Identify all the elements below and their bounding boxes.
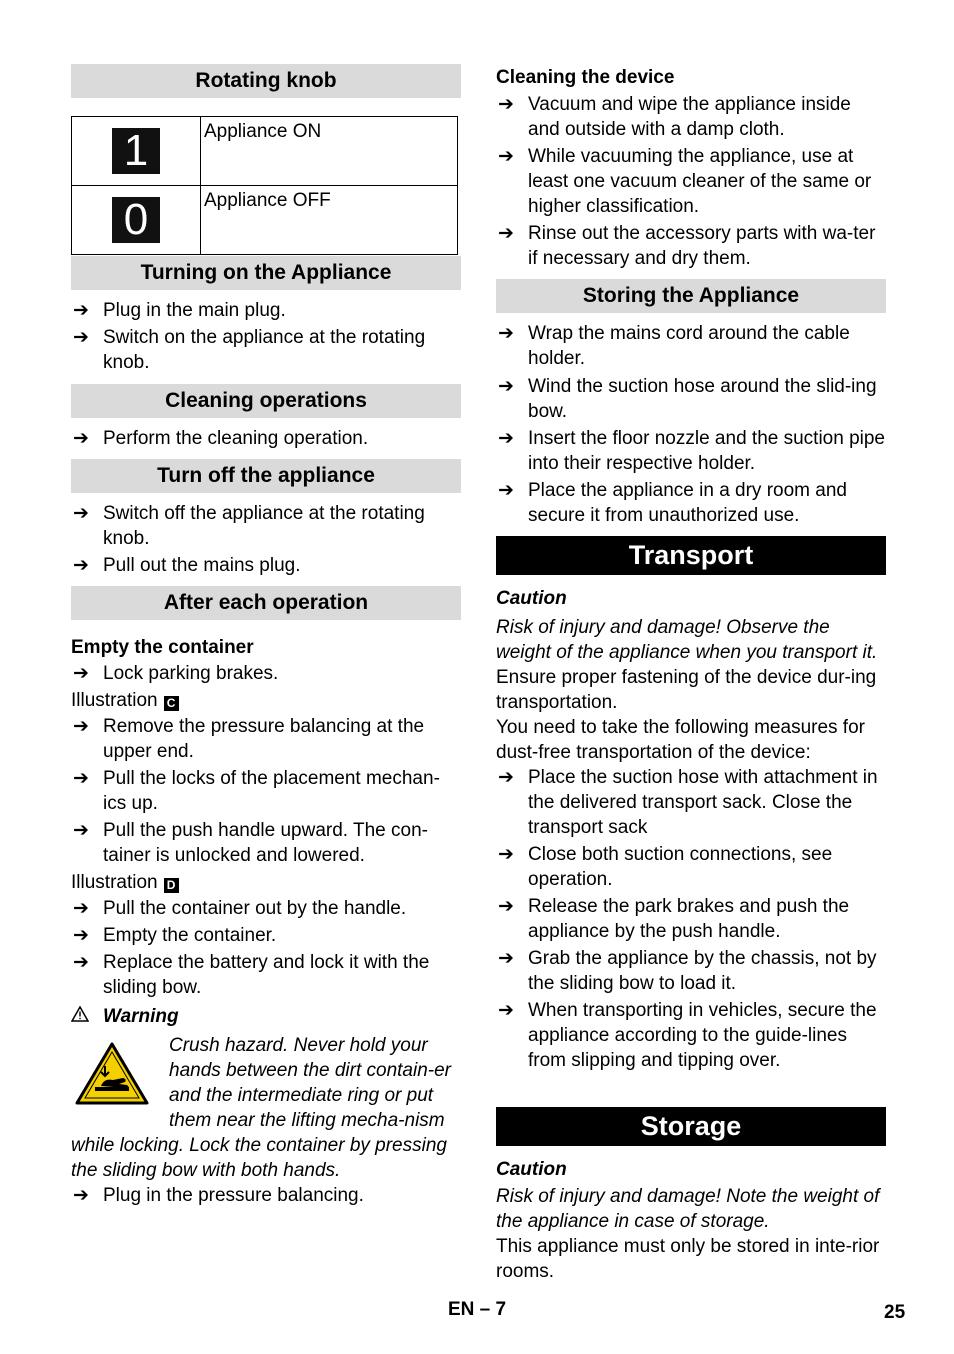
section-heading-after-each-operation: After each operation <box>71 586 461 620</box>
arrow-right-icon: ➔ <box>73 503 89 524</box>
list-item: ➔ Pull the push handle upward. The con-tainer is unlocked and lowered. <box>73 820 428 866</box>
arrow-right-icon: ➔ <box>498 948 514 969</box>
list-item: ➔ Plug in the main plug. <box>73 300 286 321</box>
arrow-right-icon: ➔ <box>73 300 89 321</box>
caution-label: Caution <box>496 1159 567 1180</box>
table-cell: Appliance OFF <box>201 186 458 255</box>
arrow-right-icon: ➔ <box>73 925 89 946</box>
list-item: ➔ Close both suction connections, see operation. <box>498 844 833 890</box>
arrow-right-icon: ➔ <box>498 94 514 115</box>
arrow-right-icon: ➔ <box>498 146 514 167</box>
storing-steps <box>496 321 886 528</box>
list-item: ➔ Empty the container. <box>73 925 277 946</box>
list-item: ➔ Place the suction hose with attachment in the delivered transport sack. Close the transport sack <box>498 767 878 838</box>
section-heading-turn-off: Turn off the appliance <box>71 459 461 493</box>
cleaning-ops-steps <box>71 426 461 451</box>
list-item: ➔ Perform the cleaning operation. <box>73 428 369 449</box>
list-item: ➔ Pull the container out by the handle. <box>73 898 407 919</box>
list-item: ➔ Release the park brakes and push the appliance by the push handle. <box>498 896 850 942</box>
list-item: ➔ Insert the floor nozzle and the suction pipe into their respective holder. <box>498 428 886 474</box>
paragraph: This appliance must only be stored in inte-rior rooms. <box>496 1236 880 1282</box>
table-cell: Appliance ON <box>201 117 458 186</box>
list-item: ➔ While vacuuming the appliance, use at least one vacuum cleaner of the same or higher classification. <box>498 146 872 217</box>
chapter-heading-storage: Storage <box>496 1107 886 1146</box>
section-heading-storing: Storing the Appliance <box>496 279 886 313</box>
switch-off-symbol-icon: 0 <box>112 197 160 243</box>
list-item: ➔ Lock parking brakes. <box>73 663 279 684</box>
list-item: ➔ Vacuum and wipe the appliance inside and outside with a damp cloth. <box>498 94 851 140</box>
warning-text-block: Crush hazard. Never hold your hands between the dirt contain-er and the intermediate ring or put them near the lifting mecha-nism while locking. Lock the container by pressing the sliding bow with both hands. <box>71 1033 461 1183</box>
table-row <box>72 117 458 186</box>
list-item: ➔ Plug in the pressure balancing. <box>73 1185 364 1206</box>
illustration-reference-d: Illustration D <box>71 870 461 895</box>
arrow-right-icon: ➔ <box>73 716 89 737</box>
subheading-cleaning-device: Cleaning the device <box>496 67 675 88</box>
turn-off-steps <box>71 501 461 578</box>
arrow-right-icon: ➔ <box>73 898 89 919</box>
transport-body <box>496 586 886 1073</box>
list-item: ➔ Place the appliance in a dry room and secure it from unauthorized use. <box>498 480 847 526</box>
paragraph: Ensure proper fastening of the device dur-ing transportation. <box>496 667 877 713</box>
storage-body <box>496 1157 886 1284</box>
section-heading-rotating-knob: Rotating knob <box>71 64 461 98</box>
list-item: ➔ Switch off the appliance at the rotating knob. <box>73 503 425 549</box>
list-item: ➔ Replace the battery and lock it with the sliding bow. <box>73 952 430 998</box>
after-each-operation-body <box>71 635 461 1208</box>
caution-label: Caution <box>496 588 567 609</box>
arrow-right-icon: ➔ <box>498 844 514 865</box>
arrow-right-icon: ➔ <box>498 767 514 788</box>
arrow-right-icon: ➔ <box>73 820 89 841</box>
paragraph: You need to take the following measures for dust-free transportation of the device: <box>496 717 865 763</box>
warning-label: Warning <box>103 1006 179 1027</box>
arrow-right-icon: ➔ <box>73 327 89 348</box>
chapter-heading-transport: Transport <box>496 536 886 575</box>
illustration-reference-c: Illustration C <box>71 688 461 713</box>
rotating-knob-table <box>71 116 458 255</box>
caution-text: Risk of injury and damage! Note the weight of the appliance in case of storage. <box>496 1186 880 1232</box>
list-item: ➔ Grab the appliance by the chassis, not by the sliding bow to load it. <box>498 948 877 994</box>
arrow-right-icon: ➔ <box>73 952 89 973</box>
page-number: 25 <box>884 1302 906 1323</box>
warning-triangle-icon <box>71 1004 91 1029</box>
illustration-d-badge: D <box>164 878 179 893</box>
section-heading-turning-on: Turning on the Appliance <box>71 256 461 290</box>
arrow-right-icon: ➔ <box>73 428 89 449</box>
cleaning-device-section <box>496 65 886 271</box>
arrow-right-icon: ➔ <box>498 428 514 449</box>
list-item: ➔ Switch on the appliance at the rotating knob. <box>73 327 426 373</box>
arrow-right-icon: ➔ <box>73 1185 89 1206</box>
list-item: ➔ Remove the pressure balancing at the upper end. <box>73 716 425 762</box>
arrow-right-icon: ➔ <box>498 1000 514 1021</box>
footer-section-marker: EN – 7 <box>448 1299 507 1320</box>
caution-text: Risk of injury and damage! Observe the weight of the appliance when you transport it. <box>496 617 878 663</box>
list-item: ➔ Pull the locks of the placement mechan-ics up. <box>73 768 440 814</box>
subheading-empty-container: Empty the container <box>71 637 254 658</box>
crush-hazard-icon <box>71 1032 169 1132</box>
arrow-right-icon: ➔ <box>73 663 89 684</box>
turning-on-steps <box>71 298 461 375</box>
list-item: ➔ Rinse out the accessory parts with wa-ter if necessary and dry them. <box>498 223 876 269</box>
list-item: ➔ Wind the suction hose around the slid-ing bow. <box>498 376 877 422</box>
table-row <box>72 186 458 255</box>
arrow-right-icon: ➔ <box>498 376 514 397</box>
arrow-right-icon: ➔ <box>498 223 514 244</box>
arrow-right-icon: ➔ <box>498 323 514 344</box>
section-heading-cleaning-operations: Cleaning operations <box>71 384 461 418</box>
switch-on-symbol-icon: 1 <box>112 128 160 174</box>
arrow-right-icon: ➔ <box>498 896 514 917</box>
arrow-right-icon: ➔ <box>73 555 89 576</box>
arrow-right-icon: ➔ <box>498 480 514 501</box>
warning-heading <box>71 1004 461 1029</box>
illustration-c-badge: C <box>164 696 179 711</box>
list-item: ➔ When transporting in vehicles, secure the appliance according to the guide-lines from slipping and tipping over. <box>498 1000 877 1071</box>
list-item: ➔ Pull out the mains plug. <box>73 555 301 576</box>
arrow-right-icon: ➔ <box>73 768 89 789</box>
list-item: ➔ Wrap the mains cord around the cable holder. <box>498 323 850 369</box>
